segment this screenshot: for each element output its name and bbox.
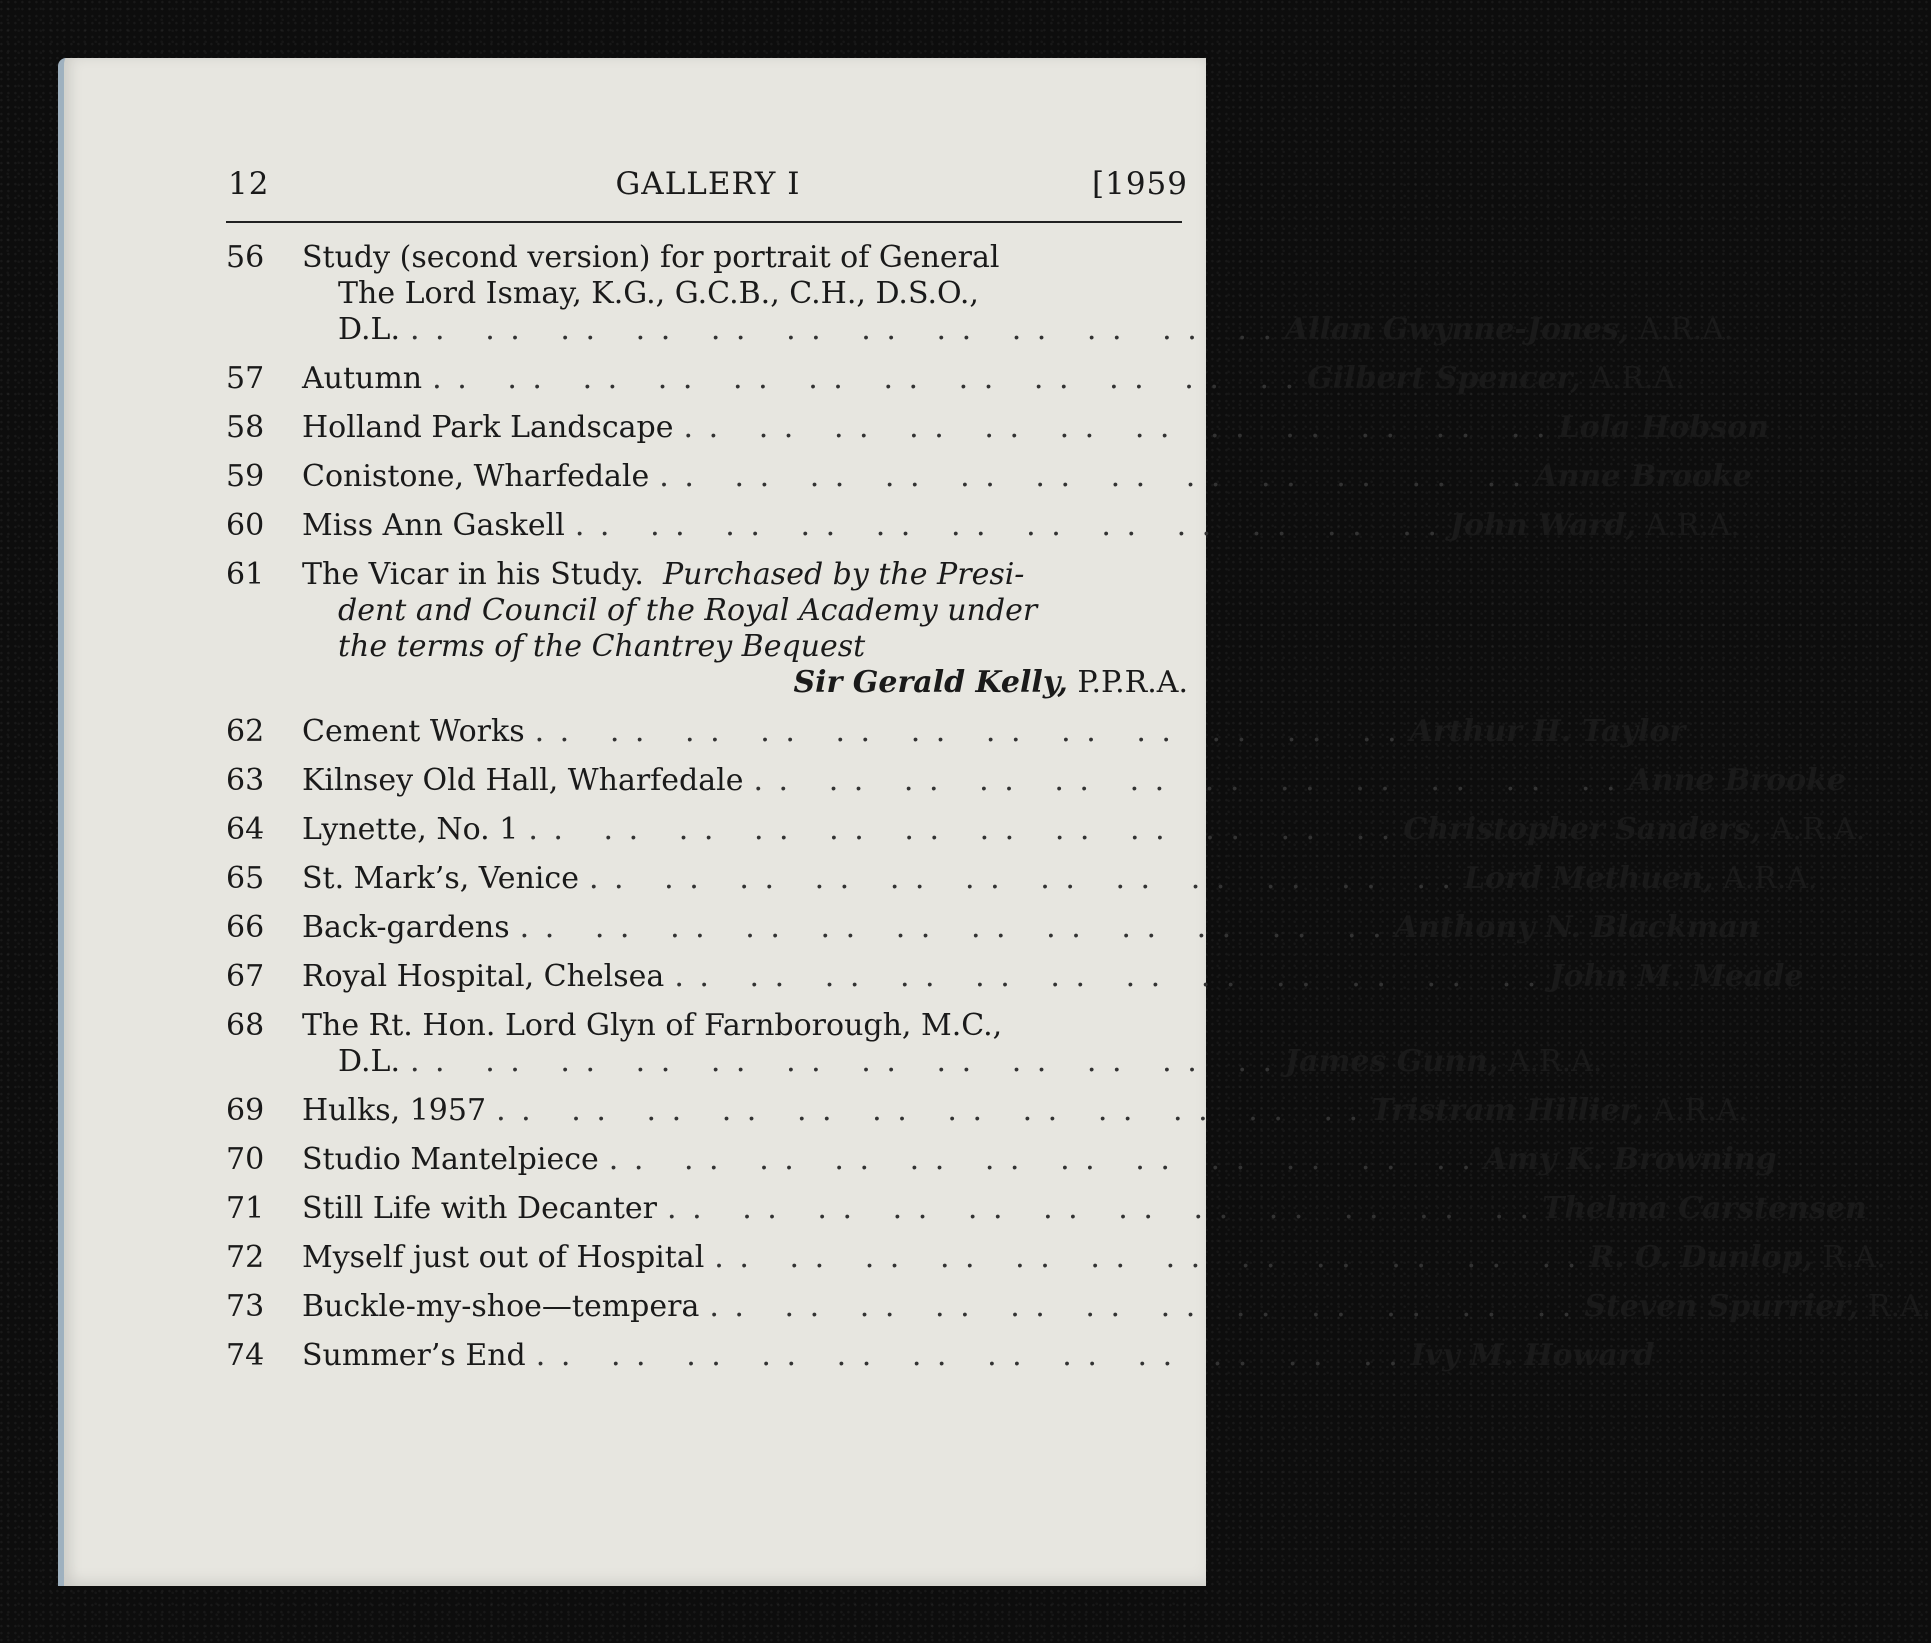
- artist-name: Ivy M. Howard: [1410, 1338, 1655, 1373]
- artist-name: Gilbert Spencer,: [1307, 361, 1581, 396]
- list-item: [226, 1338, 1655, 1374]
- list-item: [226, 1289, 1931, 1325]
- entry-title: Holland Park Landscape: [302, 410, 674, 445]
- entry-number: 65: [226, 861, 265, 896]
- leader-dots: [518, 812, 1403, 848]
- leader-dots: [657, 1191, 1542, 1227]
- artist-name: John Ward,: [1449, 508, 1636, 543]
- entry-title: Autumn: [302, 361, 423, 396]
- entry-list: [226, 240, 1931, 1387]
- entry-title: Lynette, No. 1: [302, 812, 519, 847]
- artist-honours: R.A.: [1867, 1289, 1931, 1324]
- entry-title: Still Life with Decanter: [302, 1191, 657, 1226]
- list-item: [226, 763, 1846, 799]
- artist-name: Lord Methuen,: [1463, 861, 1714, 896]
- leader-dots: [599, 1142, 1484, 1178]
- title-line: Study (second version) for portrait of General: [302, 240, 1000, 275]
- entry-title: St. Mark’s, Venice: [302, 861, 579, 896]
- artist-honours: A.R.A.: [1653, 1093, 1748, 1128]
- gallery-title: GALLERY I: [615, 166, 801, 202]
- purchase-note: dent and Council of the Royal Academy under: [338, 593, 1038, 628]
- artist-honours: R.A.: [1822, 1240, 1886, 1275]
- entry-number: 66: [226, 910, 265, 945]
- list-item: [226, 1008, 1603, 1080]
- entry-number: 56: [226, 240, 265, 275]
- list-item: [226, 410, 1769, 446]
- leader-dots: [510, 910, 1395, 946]
- artist-honours: A.R.A.: [1722, 861, 1818, 896]
- entry-title: Conistone, Wharfedale: [302, 459, 650, 494]
- purchase-note: Purchased by the Presi-: [662, 557, 1025, 592]
- leader-dots: [526, 1338, 1411, 1374]
- purchase-note: the terms of the Chantrey Bequest: [338, 629, 866, 664]
- list-item: [226, 1240, 1886, 1276]
- list-item: [226, 714, 1686, 750]
- list-item: [226, 459, 1752, 495]
- title-line: The Lord Ismay, K.G., G.C.B., C.H., D.S.O.,: [338, 276, 979, 311]
- leader-dots: [743, 763, 1628, 799]
- header-rule: [226, 221, 1182, 223]
- leader-dots: [649, 459, 1534, 495]
- entry-number: 58: [226, 410, 265, 445]
- leader-dots: [565, 508, 1450, 544]
- list-item: [226, 508, 1740, 544]
- entry-number: 71: [226, 1191, 265, 1226]
- entry-number: 61: [226, 557, 265, 592]
- list-item: [226, 1093, 1748, 1129]
- leader-dots: [400, 312, 1285, 348]
- artist-honours: A.R.A.: [1645, 508, 1740, 543]
- entry-title: Buckle-my-shoe—tempera: [302, 1289, 700, 1324]
- artist-honours: A.R.A.: [1507, 1044, 1603, 1079]
- entry-number: 57: [226, 361, 265, 396]
- entry-number: 69: [226, 1093, 265, 1128]
- entry-title: Cement Works: [302, 714, 525, 749]
- list-item: [226, 1142, 1777, 1178]
- list-item: [226, 557, 1188, 701]
- artist-name: Lola Hobson: [1558, 410, 1769, 445]
- artist-name: Anthony N. Blackman: [1394, 910, 1760, 945]
- title-line: D.L.: [338, 1044, 400, 1079]
- list-item: [226, 361, 1685, 397]
- page-header: [228, 166, 1188, 206]
- entry-number: 59: [226, 459, 265, 494]
- entry-title: Studio Mantelpiece: [302, 1142, 599, 1177]
- entry-number: 62: [226, 714, 265, 749]
- list-item: [226, 959, 1804, 995]
- entry-number: 74: [226, 1338, 265, 1373]
- artist-name: Thelma Carstensen: [1542, 1191, 1867, 1226]
- list-item: [226, 812, 1866, 848]
- entry-title: Back-gardens: [302, 910, 510, 945]
- entry-title: Hulks, 1957: [302, 1093, 487, 1128]
- leader-dots: [422, 361, 1307, 397]
- list-item: [226, 861, 1818, 897]
- artist-name: Christopher Sanders,: [1403, 812, 1762, 847]
- artist-name: R. O. Dunlop,: [1589, 1240, 1813, 1275]
- artist-honours: A.R.A.: [1590, 361, 1685, 396]
- artist-name: John M. Meade: [1549, 959, 1804, 994]
- artist-honours: P.P.R.A.: [1077, 665, 1188, 700]
- entry-number: 64: [226, 812, 265, 847]
- artist-name: Anne Brooke: [1534, 459, 1752, 494]
- list-item: [226, 1191, 1867, 1227]
- entry-number: 73: [226, 1289, 265, 1324]
- artist-name: Sir Gerald Kelly,: [793, 665, 1068, 700]
- artist-name: James Gunn,: [1284, 1044, 1499, 1079]
- leader-dots: [525, 714, 1410, 750]
- artist-name: Tristram Hillier,: [1371, 1093, 1644, 1128]
- entry-number: 60: [226, 508, 265, 543]
- entry-title: Miss Ann Gaskell: [302, 508, 565, 543]
- year-label: [1959: [1092, 166, 1188, 202]
- entry-title: Royal Hospital, Chelsea: [302, 959, 665, 994]
- entry-title: Summer’s End: [302, 1338, 526, 1373]
- artist-name: Steven Spurrier,: [1584, 1289, 1859, 1324]
- list-item: [226, 240, 1734, 348]
- leader-dots: [699, 1289, 1584, 1325]
- entry-number: 70: [226, 1142, 265, 1177]
- artist-honours: A.R.A.: [1638, 312, 1734, 347]
- leader-dots: [579, 861, 1464, 897]
- artist-name: Allan Gwynne-Jones,: [1284, 312, 1630, 347]
- leader-dots: [704, 1240, 1589, 1276]
- leader-dots: [486, 1093, 1371, 1129]
- title-line: The Rt. Hon. Lord Glyn of Farnborough, M.C.,: [302, 1008, 1003, 1043]
- artist-name: Anne Brooke: [1628, 763, 1846, 798]
- list-item: [226, 910, 1760, 946]
- entry-title: Kilnsey Old Hall, Wharfedale: [302, 763, 744, 798]
- entry-title: The Vicar in his Study.: [302, 557, 644, 592]
- entry-number: 72: [226, 1240, 265, 1275]
- title-line: D.L.: [338, 312, 400, 347]
- page-number: 12: [228, 166, 270, 202]
- entry-number: 63: [226, 763, 265, 798]
- artist-honours: A.R.A.: [1770, 812, 1866, 847]
- entry-title: Myself just out of Hospital: [302, 1240, 705, 1275]
- artist-name: Arthur H. Taylor: [1409, 714, 1686, 749]
- entry-number: 68: [226, 1008, 265, 1043]
- entry-number: 67: [226, 959, 265, 994]
- artist-name: Amy K. Browning: [1483, 1142, 1777, 1177]
- leader-dots: [674, 410, 1559, 446]
- leader-dots: [400, 1044, 1285, 1080]
- leader-dots: [664, 959, 1549, 995]
